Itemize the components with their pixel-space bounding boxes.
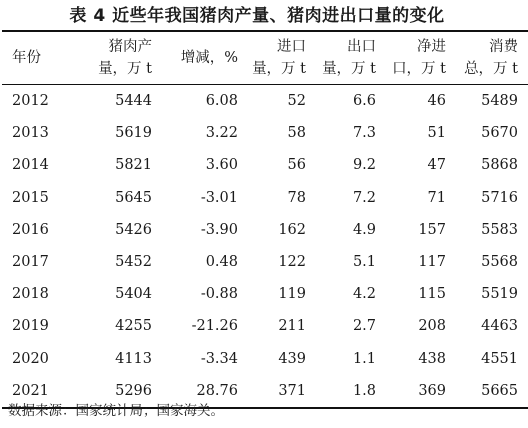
header-export-line1: 出口 bbox=[347, 39, 376, 55]
header-consumption bbox=[454, 31, 528, 85]
cell-production: 5645 bbox=[115, 189, 152, 206]
cell-year: 2014 bbox=[12, 157, 49, 174]
header-import-line2: 量，万 t bbox=[252, 61, 306, 77]
header-net-import-line1: 净进 bbox=[417, 39, 446, 55]
cell-consumption: 4463 bbox=[481, 318, 518, 335]
cell-consumption: 5568 bbox=[481, 254, 518, 271]
cell-year: 2015 bbox=[12, 189, 49, 206]
cell-consumption: 5868 bbox=[481, 157, 518, 174]
cell-net-import: 115 bbox=[418, 286, 446, 303]
cell-net-import: 47 bbox=[427, 157, 446, 174]
cell-net-import: 157 bbox=[418, 221, 446, 238]
cell-production: 4255 bbox=[115, 318, 152, 335]
header-change bbox=[160, 31, 246, 85]
header-consumption-line2: 总，万 t bbox=[464, 61, 518, 77]
cell-net-import: 46 bbox=[427, 93, 446, 110]
table-row bbox=[2, 85, 528, 118]
header-import bbox=[246, 31, 314, 85]
pork-data-table bbox=[2, 30, 528, 409]
table-row bbox=[2, 214, 528, 246]
cell-production: 5296 bbox=[115, 382, 152, 399]
cell-export: 4.2 bbox=[352, 286, 376, 303]
header-year bbox=[2, 31, 82, 85]
cell-consumption: 5583 bbox=[481, 221, 518, 238]
cell-consumption: 5665 bbox=[481, 382, 518, 399]
cell-consumption: 5670 bbox=[481, 125, 518, 142]
cell-production: 5821 bbox=[115, 157, 152, 174]
cell-production: 5452 bbox=[115, 254, 152, 271]
header-export bbox=[314, 31, 384, 85]
table-row bbox=[2, 117, 528, 149]
cell-change: -3.01 bbox=[200, 189, 238, 206]
cell-change: 6.08 bbox=[205, 93, 238, 110]
cell-change: -3.34 bbox=[200, 350, 238, 367]
table-title: 表 4 近些年我国猪肉产量、猪肉进出口量的变化 bbox=[69, 6, 445, 26]
cell-change: 3.60 bbox=[205, 157, 238, 174]
cell-import: 211 bbox=[278, 318, 306, 335]
cell-change: -3.90 bbox=[200, 221, 238, 238]
cell-import: 56 bbox=[287, 157, 306, 174]
cell-change: 0.48 bbox=[205, 254, 238, 271]
table-row bbox=[2, 343, 528, 375]
cell-export: 6.6 bbox=[352, 93, 376, 110]
header-production-line2: 量，万 t bbox=[98, 61, 152, 77]
cell-production: 5619 bbox=[115, 125, 152, 142]
cell-year: 2016 bbox=[12, 221, 49, 238]
header-production-line1: 猪肉产 bbox=[108, 39, 152, 55]
cell-net-import: 117 bbox=[418, 254, 446, 271]
cell-export: 4.9 bbox=[352, 221, 376, 238]
cell-import: 119 bbox=[278, 286, 306, 303]
cell-change: -21.26 bbox=[191, 318, 238, 335]
cell-year: 2020 bbox=[12, 350, 49, 367]
cell-net-import: 71 bbox=[427, 189, 446, 206]
header-year-line1: 年份 bbox=[12, 50, 41, 66]
cell-import: 439 bbox=[278, 350, 306, 367]
cell-change: 3.22 bbox=[205, 125, 238, 142]
cell-production: 5444 bbox=[115, 93, 152, 110]
header-net-import bbox=[384, 31, 454, 85]
header-production bbox=[82, 31, 160, 85]
cell-production: 4113 bbox=[115, 350, 152, 367]
header-change-line1: 增减，% bbox=[180, 50, 238, 66]
cell-export: 2.7 bbox=[352, 318, 376, 335]
cell-change: -0.88 bbox=[200, 286, 238, 303]
cell-import: 78 bbox=[287, 189, 306, 206]
table-row bbox=[2, 182, 528, 214]
cell-consumption: 4551 bbox=[481, 350, 518, 367]
table-row bbox=[2, 246, 528, 278]
header-export-line2: 量，万 t bbox=[322, 61, 376, 77]
cell-consumption: 5716 bbox=[481, 189, 518, 206]
header-import-line1: 进口 bbox=[277, 39, 306, 55]
cell-net-import: 369 bbox=[418, 382, 446, 399]
cell-net-import: 208 bbox=[418, 318, 446, 335]
cell-import: 162 bbox=[278, 221, 306, 238]
table-row bbox=[2, 149, 528, 181]
data-source-note: 数据来源：国家统计局；国家海关。 bbox=[8, 403, 224, 419]
cell-export: 5.1 bbox=[352, 254, 376, 271]
cell-year: 2017 bbox=[12, 254, 49, 271]
cell-export: 7.3 bbox=[352, 125, 376, 142]
header-consumption-line1: 消费 bbox=[489, 39, 518, 55]
header-net-import-line2: 口，万 t bbox=[392, 61, 446, 77]
cell-year: 2012 bbox=[12, 93, 49, 110]
cell-import: 52 bbox=[287, 93, 306, 110]
table-row bbox=[2, 310, 528, 342]
cell-net-import: 51 bbox=[427, 125, 446, 142]
cell-import: 122 bbox=[278, 254, 306, 271]
table-row bbox=[2, 278, 528, 310]
cell-production: 5426 bbox=[115, 221, 152, 238]
cell-export: 9.2 bbox=[352, 157, 376, 174]
cell-year: 2021 bbox=[12, 382, 49, 399]
cell-export: 7.2 bbox=[352, 189, 376, 206]
cell-production: 5404 bbox=[115, 286, 152, 303]
table-header-row bbox=[2, 31, 528, 85]
cell-export: 1.8 bbox=[352, 382, 376, 399]
cell-year: 2019 bbox=[12, 318, 49, 335]
cell-net-import: 438 bbox=[418, 350, 446, 367]
cell-consumption: 5519 bbox=[481, 286, 518, 303]
cell-consumption: 5489 bbox=[481, 93, 518, 110]
cell-year: 2013 bbox=[12, 125, 49, 142]
cell-export: 1.1 bbox=[352, 350, 376, 367]
cell-year: 2018 bbox=[12, 286, 49, 303]
cell-import: 58 bbox=[287, 125, 306, 142]
cell-change: 28.76 bbox=[196, 382, 238, 399]
cell-import: 371 bbox=[278, 382, 306, 399]
